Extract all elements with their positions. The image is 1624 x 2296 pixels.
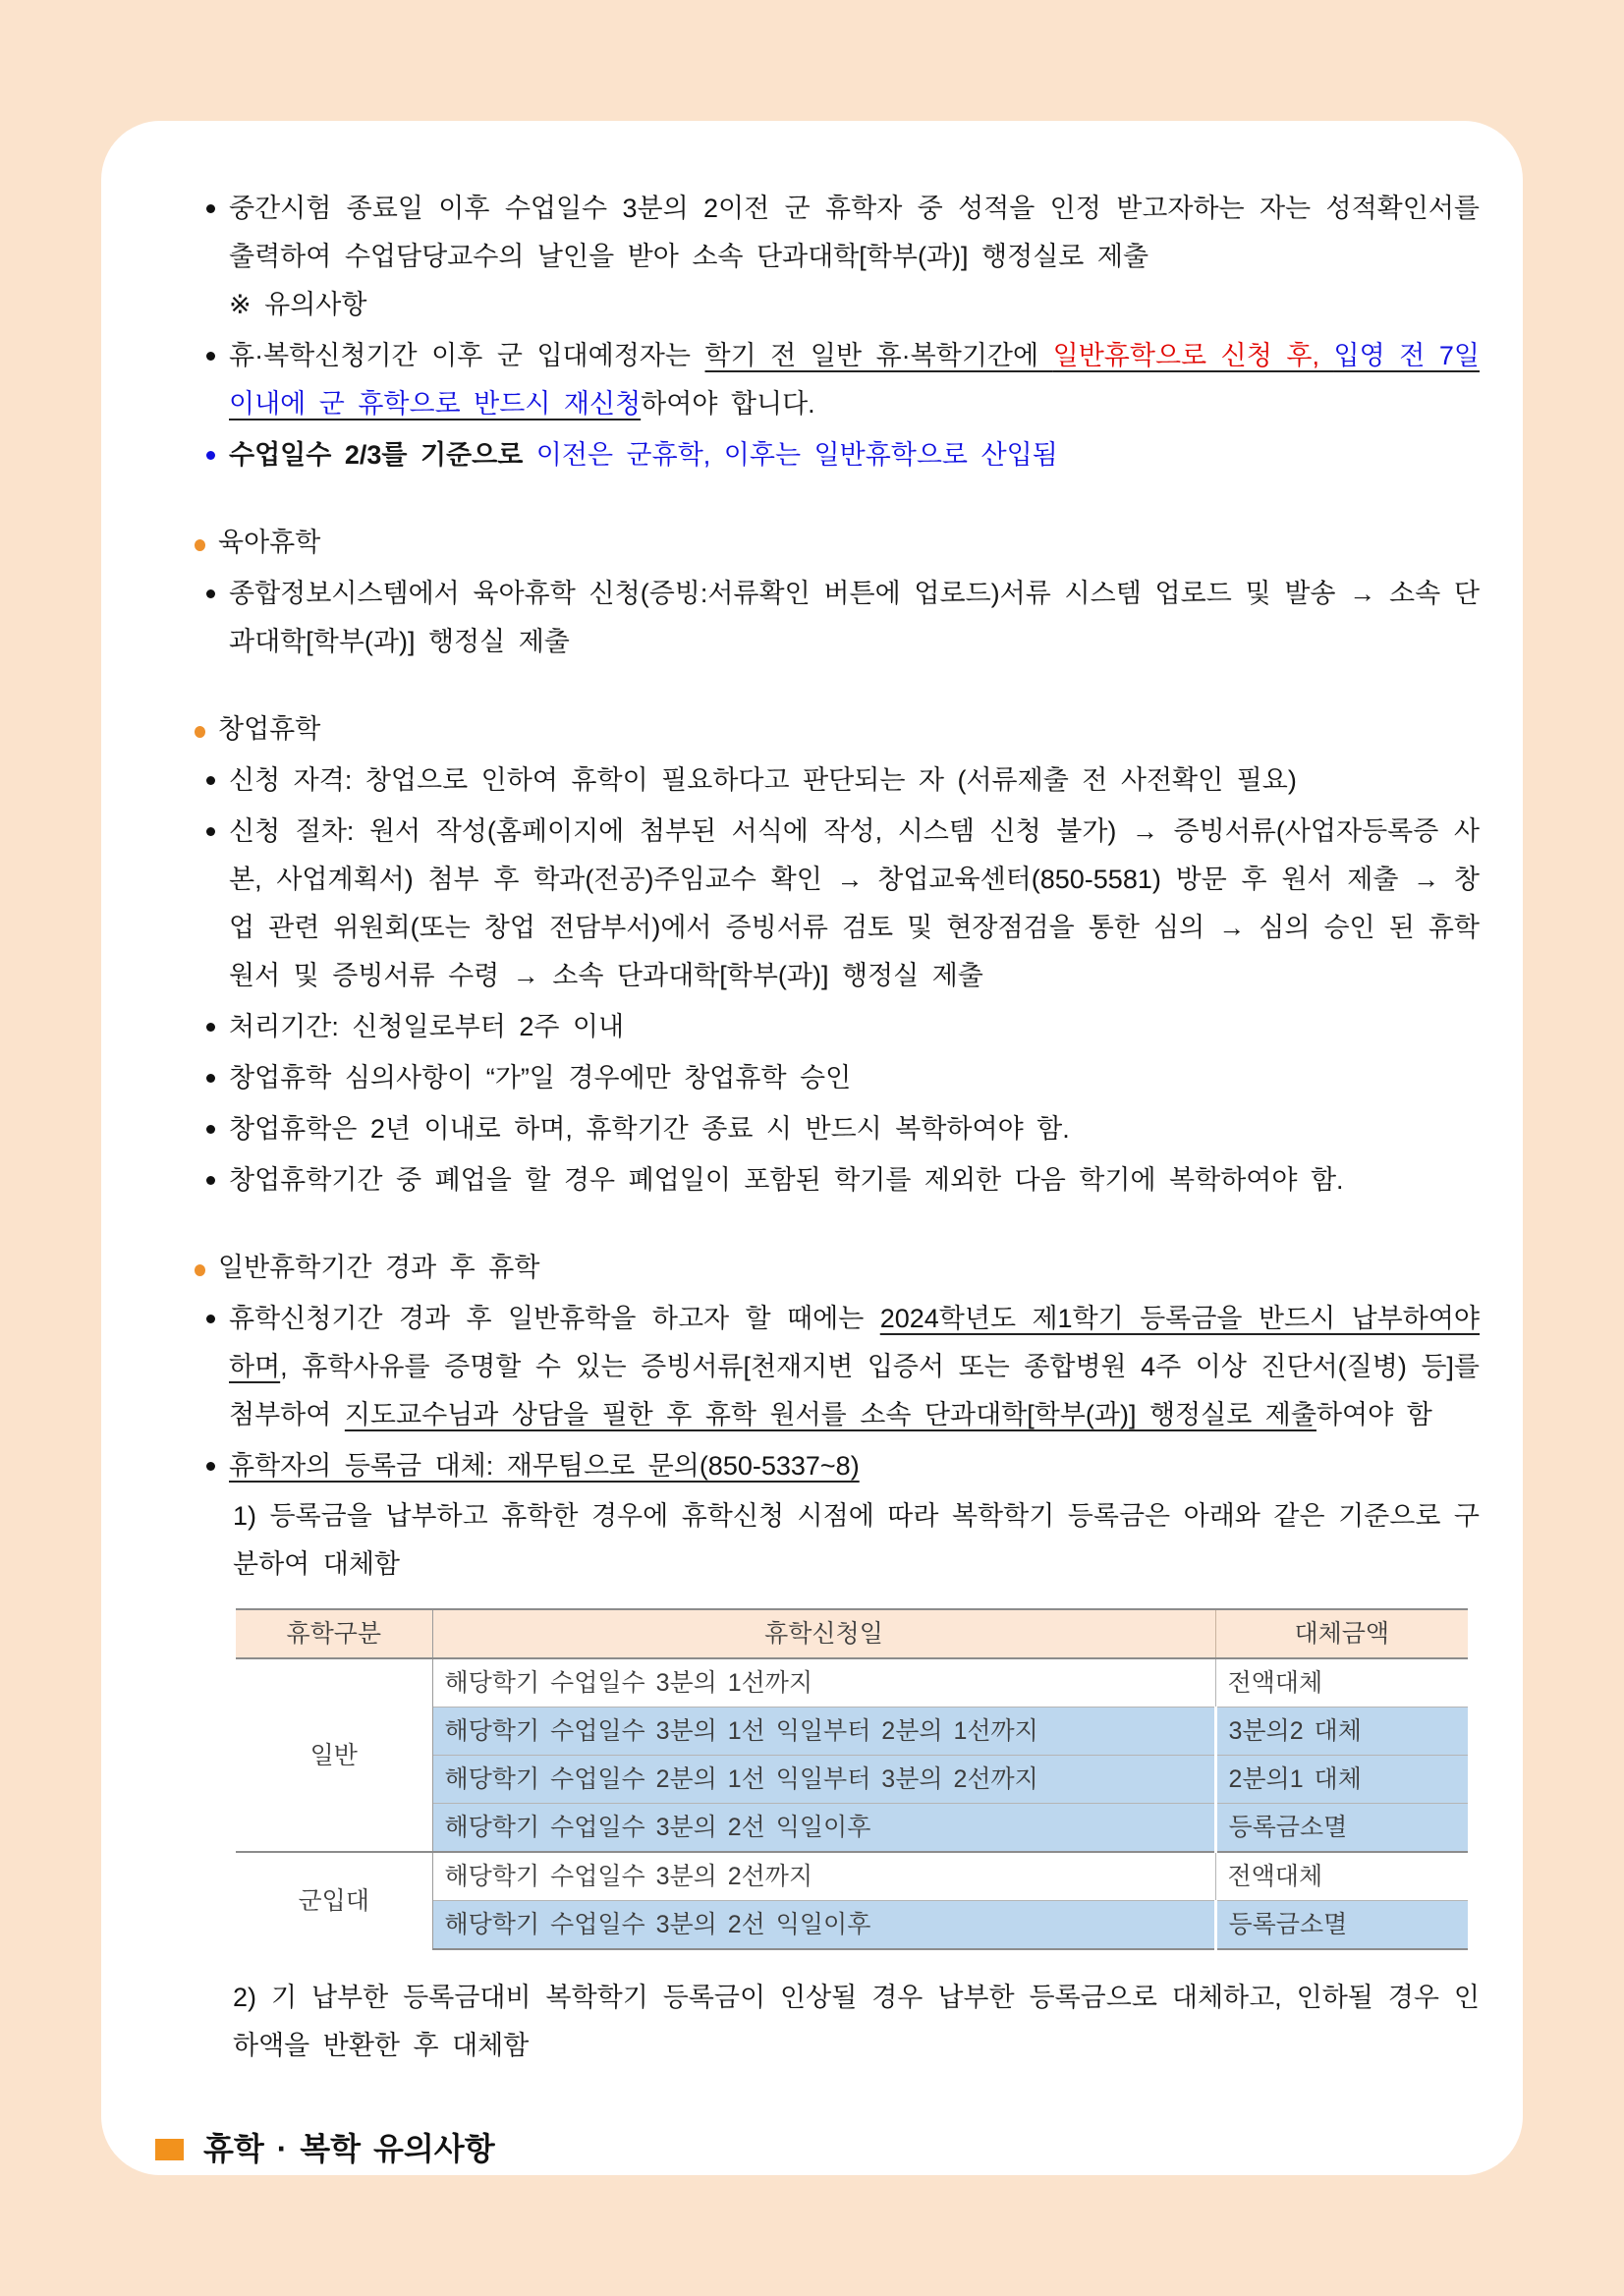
bullet-icon-blue <box>206 451 215 460</box>
startup-eligibility-text: 신청 자격: 창업으로 인하여 휴학이 필요하다고 판단되는 자 (서류제출 전 사전확인 필요) <box>229 765 1297 795</box>
note1-text: 1) 등록금을 납부하고 휴학한 경우에 휴학신청 시점에 따라 복학학기 등록금은 아래와 같은 기준으로 구분하여 대체함 <box>233 1501 1480 1579</box>
bullet-item-startup-closure <box>206 1156 1480 1204</box>
bullet-text <box>229 185 1480 281</box>
cell-amount: 3분의2 대체 <box>1215 1708 1468 1756</box>
bullet-icon <box>206 1176 215 1185</box>
cell-amount: 전액대체 <box>1215 1658 1468 1708</box>
overdue-heading-text: 일반휴학기간 경과 후 휴학 <box>218 1253 540 1282</box>
bullet-text <box>229 1295 1480 1439</box>
standard-blue-text: 이전은 군휴학, 이후는 일반휴학으로 산입됨 <box>535 440 1058 470</box>
bullet-icon <box>206 589 215 598</box>
bullet-icon <box>206 1023 215 1032</box>
military-plain-text: 휴·복학신청기간 이후 군 입대예정자는 <box>229 341 705 370</box>
childcare-leave-section <box>195 519 1480 666</box>
group-label-military: 군입대 <box>236 1852 432 1949</box>
note2-text: 2) 기 납부한 등록금대비 복학학기 등록금이 인상될 경우 납부한 등록금으로 대체하고, 인하될 경우 인하액을 반환한 후 대체함 <box>233 1983 1480 2060</box>
bullet-item-tuition-replacement <box>206 1442 1480 1490</box>
military-red-text: 일반휴학으로 신청 후, <box>1052 341 1334 370</box>
cell-application-date: 해당학기 수업일수 2분의 1선 익일부터 3분의 2선까지 <box>432 1756 1215 1804</box>
cell-application-date: 해당학기 수업일수 3분의 2선 익일이후 <box>432 1901 1215 1950</box>
footer-heading-text: 휴학 · 복학 유의사항 <box>203 2131 495 2166</box>
section-heading-childcare <box>195 519 1480 567</box>
orange-square-icon <box>155 2139 184 2160</box>
cell-amount: 전액대체 <box>1215 1852 1468 1901</box>
bullet-icon <box>206 1462 215 1471</box>
notice-card <box>101 121 1523 2175</box>
column-header-amount: 대체금액 <box>1215 1609 1468 1658</box>
startup-duration-text: 창업휴학은 2년 이내로 하며, 휴학기간 종료 시 반드시 복학하여야 함. <box>229 1114 1070 1144</box>
bullet-text <box>229 1105 1480 1153</box>
bullet-icon <box>206 204 215 213</box>
intro-section <box>195 185 1480 479</box>
childcare-apply-text: 종합정보시스템에서 육아휴학 신청(증빙:서류확인 버튼에 업로드)서류 시스템 업로드 및 발송 → 소속 단과대학[학부(과)] 행정실 제출 <box>229 579 1480 656</box>
startup-closure-text: 창업휴학기간 중 폐업을 할 경우 폐업일이 포함된 학기를 제외한 다음 학기에 복학하여야 함. <box>229 1165 1344 1195</box>
bullet-icon <box>206 1074 215 1083</box>
tuition-replacement-table <box>236 1608 1480 1950</box>
numbered-note-2 <box>233 1974 1480 2070</box>
startup-approval-text: 창업휴학 심의사항이 “가”일 경우에만 창업휴학 승인 <box>229 1063 852 1092</box>
bullet-item-startup-eligibility <box>206 756 1480 805</box>
bullet-icon <box>206 1125 215 1134</box>
overdue-plain-text: 휴학신청기간 경과 후 일반휴학을 하고자 할 때에는 <box>229 1304 880 1333</box>
startup-procedure-text: 신청 절차: 원서 작성(홈페이지에 첨부된 서식에 작성, 시스템 신청 불가) → 증빙서류(사업자등록증 사본, 사업계획서) 첨부 후 학과(전공)주임교수 확인 → 창업교육센터(850-5581) 방문 후 원서 제출 → 창업 관련 위원회(또는 창업 전담부서)에서 증빙서류 검토 및 현장점검을 통한 심의 → 심의 승인 된 휴학원서 및 증빙서류 수령 → 소속 단과대학[학부(과)] 행정실 제출 <box>229 816 1480 990</box>
bullet-text <box>229 1054 1480 1102</box>
standard-bold-text: 수업일수 2/3를 기준으로 <box>229 440 536 470</box>
numbered-note-1 <box>233 1492 1480 1589</box>
cell-amount: 2분의1 대체 <box>1215 1756 1468 1804</box>
caution-note <box>229 281 1480 329</box>
startup-leave-section <box>195 705 1480 1204</box>
bullet-text <box>229 1156 1480 1204</box>
military-blue-text: 입영 전 7일 이내에 군 휴학으로 반드시 재신청 <box>229 341 1480 419</box>
overdue-advisor-underline-text: 지도교수님과 상담을 필한 후 휴학 원서를 소속 단과대학[학부(과)] 행정실로 제출 <box>344 1400 1316 1429</box>
bullet-icon <box>206 827 215 836</box>
group-label-general: 일반 <box>236 1658 432 1852</box>
overdue-evidence-text: , 휴학사유를 증명할 수 있는 증빙서류[천재지변 입증서 또는 종합병원 4주 이상 진단서(질병) 등]를 첨부하여 <box>229 1352 1480 1429</box>
bullet-item-startup-processing-time <box>206 1003 1480 1051</box>
overdue-tuition-underline-text: 2024학년도 제1학기 등록금을 반드시 납부하여야 하며 <box>229 1304 1481 1381</box>
bullet-item-overdue-tuition <box>206 1295 1480 1439</box>
bullet-icon <box>206 1315 215 1323</box>
bullet-item-military-reapply <box>206 332 1480 428</box>
bullet-item-attendance-standard <box>206 431 1480 479</box>
table-row <box>236 1852 1468 1901</box>
overdue-ending-text: 하여야 함 <box>1316 1400 1432 1429</box>
cell-application-date: 해당학기 수업일수 3분의 2선 익일이후 <box>432 1804 1215 1853</box>
bullet-text <box>229 756 1480 805</box>
midterm-text: 중간시험 종료일 이후 수업일수 3분의 2이전 군 휴학자 중 성적을 인정 받고자하는 자는 성적확인서를 출력하여 수업담당교수의 날인을 받아 소속 단과대학[학부(과)] 행정실로 제출 <box>229 194 1480 271</box>
bullet-icon <box>206 352 215 361</box>
orange-dot-icon <box>195 1264 205 1276</box>
tuition-replacement-contact-text: 휴학자의 등록금 대체: 재무팀으로 문의(850-5337~8) <box>229 1451 860 1481</box>
bullet-text <box>229 1442 1480 1490</box>
table-row <box>236 1658 1468 1708</box>
bullet-text <box>229 332 1480 428</box>
cell-application-date: 해당학기 수업일수 3분의 1선까지 <box>432 1658 1215 1708</box>
bullet-icon <box>206 776 215 785</box>
childcare-heading-text: 육아휴학 <box>218 528 321 557</box>
startup-heading-text: 창업휴학 <box>218 714 321 744</box>
orange-dot-icon <box>195 539 205 551</box>
cell-amount: 등록금소멸 <box>1215 1901 1468 1950</box>
bullet-text <box>229 431 1480 479</box>
table-header-row <box>236 1609 1468 1658</box>
bullet-text <box>229 570 1480 666</box>
column-header-category: 휴학구분 <box>236 1609 432 1658</box>
footer-section-heading <box>155 2125 1480 2173</box>
cell-application-date: 해당학기 수업일수 3분의 2선까지 <box>432 1852 1215 1901</box>
bullet-item-startup-duration <box>206 1105 1480 1153</box>
bullet-item-startup-procedure <box>206 808 1480 1000</box>
bullet-text <box>229 1003 1480 1051</box>
startup-processing-text: 처리기간: 신청일로부터 2주 이내 <box>229 1012 625 1041</box>
cell-amount: 등록금소멸 <box>1215 1804 1468 1853</box>
section-heading-startup <box>195 705 1480 754</box>
orange-dot-icon <box>195 726 205 738</box>
column-header-application-date: 휴학신청일 <box>432 1609 1215 1658</box>
caution-note-text: ※ 유의사항 <box>229 290 367 319</box>
bullet-item-startup-approval <box>206 1054 1480 1102</box>
overdue-leave-section <box>195 1244 1480 2070</box>
military-ending-text: 하여야 합니다. <box>641 389 815 419</box>
bullet-text <box>229 808 1480 1000</box>
bullet-item-midterm <box>206 185 1480 281</box>
section-heading-overdue <box>195 1244 1480 1292</box>
cell-application-date: 해당학기 수업일수 3분의 1선 익일부터 2분의 1선까지 <box>432 1708 1215 1756</box>
bullet-item-childcare-apply <box>206 570 1480 666</box>
military-underline-text: 학기 전 일반 휴·복학기간에 <box>704 341 1053 370</box>
